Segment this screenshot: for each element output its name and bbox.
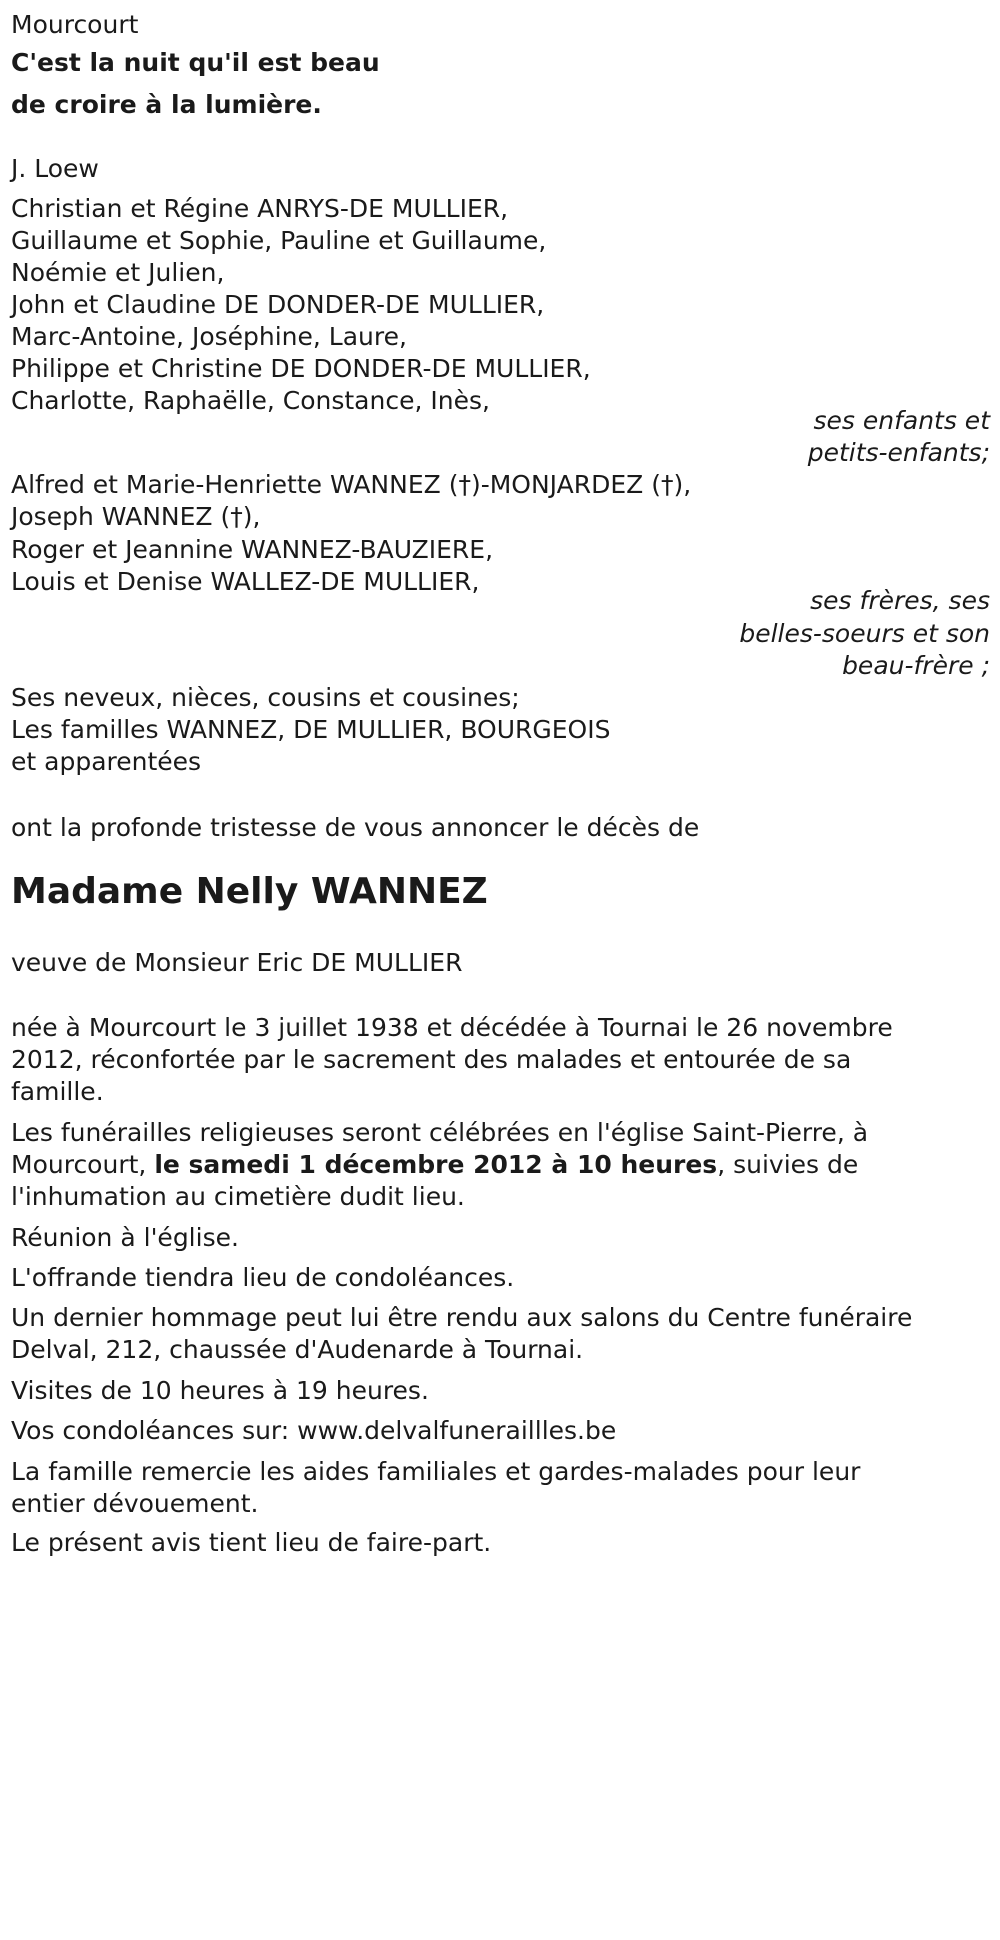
funeral-line-2 xyxy=(11,1152,858,1177)
thanks-line: La famille remercie les aides familiales et gardes-malades pour leur xyxy=(11,1457,861,1486)
siblings-line: Louis et Denise WALLEZ-DE MULLIER, xyxy=(11,567,480,596)
thanks-line: entier dévouement. xyxy=(11,1489,259,1518)
funeral-followup: , suivies de xyxy=(717,1150,859,1179)
children-line: Marc-Antoine, Joséphine, Laure, xyxy=(11,322,407,351)
siblings-role: belles-soeurs et son xyxy=(739,619,990,648)
tribute-line: Delval, 212, chaussée d'Audenarde à Tournai. xyxy=(11,1335,584,1364)
tribute-line: Un dernier hommage peut lui être rendu aux salons du Centre funéraire xyxy=(11,1303,913,1332)
siblings-line: Roger et Jeannine WANNEZ-BAUZIERE, xyxy=(11,535,494,564)
quote-line-1: C'est la nuit qu'il est beau xyxy=(11,48,380,77)
children-line: John et Claudine DE DONDER-DE MULLIER, xyxy=(11,290,545,319)
children-line: Guillaume et Sophie, Pauline et Guillaume, xyxy=(11,226,547,255)
deceased-name: Madame Nelly WANNEZ xyxy=(11,871,488,912)
funeral-line-1: Les funérailles religieuses seront célébrées en l'église Saint-Pierre, à xyxy=(11,1118,869,1147)
children-line: Charlotte, Raphaëlle, Constance, Inès, xyxy=(11,386,490,415)
children-line: Christian et Régine ANRYS-DE MULLIER, xyxy=(11,194,509,223)
siblings-line: Alfred et Marie-Henriette WANNEZ (†)-MONJARDEZ (†), xyxy=(11,470,692,499)
offering: L'offrande tiendra lieu de condoléances. xyxy=(11,1263,515,1292)
siblings-role: ses frères, ses xyxy=(810,586,990,615)
announcement: ont la profonde tristesse de vous annoncer le décès de xyxy=(11,813,700,842)
funeral-date: le samedi 1 décembre 2012 à 10 heures xyxy=(154,1150,718,1179)
siblings-line: Joseph WANNEZ (†), xyxy=(11,502,261,531)
children-line: Philippe et Christine DE DONDER-DE MULLIER, xyxy=(11,354,591,383)
place: Mourcourt xyxy=(11,10,139,39)
quote-line-2: de croire à la lumière. xyxy=(11,90,322,119)
children-line: Noémie et Julien, xyxy=(11,258,225,287)
others-line: Ses neveux, nièces, cousins et cousines; xyxy=(11,683,520,712)
meeting: Réunion à l'église. xyxy=(11,1223,239,1252)
visits: Visites de 10 heures à 19 heures. xyxy=(11,1376,429,1405)
children-role: petits-enfants; xyxy=(807,438,990,467)
widow-of: veuve de Monsieur Eric DE MULLIER xyxy=(11,948,463,977)
condolences: Vos condoléances sur: www.delvalfuneraillles.be xyxy=(11,1416,617,1445)
quote-author: J. Loew xyxy=(11,154,99,183)
children-role: ses enfants et xyxy=(813,406,990,435)
birth-death-line: 2012, réconfortée par le sacrement des malades et entourée de sa xyxy=(11,1045,852,1074)
notice: Le présent avis tient lieu de faire-part. xyxy=(11,1528,492,1557)
siblings-role: beau-frère ; xyxy=(842,651,990,680)
birth-death-line: famille. xyxy=(11,1077,104,1106)
birth-death-line: née à Mourcourt le 3 juillet 1938 et décédée à Tournai le 26 novembre xyxy=(11,1013,893,1042)
others-line: Les familles WANNEZ, DE MULLIER, BOURGEOIS xyxy=(11,715,611,744)
funeral-place: Mourcourt, xyxy=(11,1150,155,1179)
funeral-line-3: l'inhumation au cimetière dudit lieu. xyxy=(11,1182,465,1211)
others-line: et apparentées xyxy=(11,747,202,776)
